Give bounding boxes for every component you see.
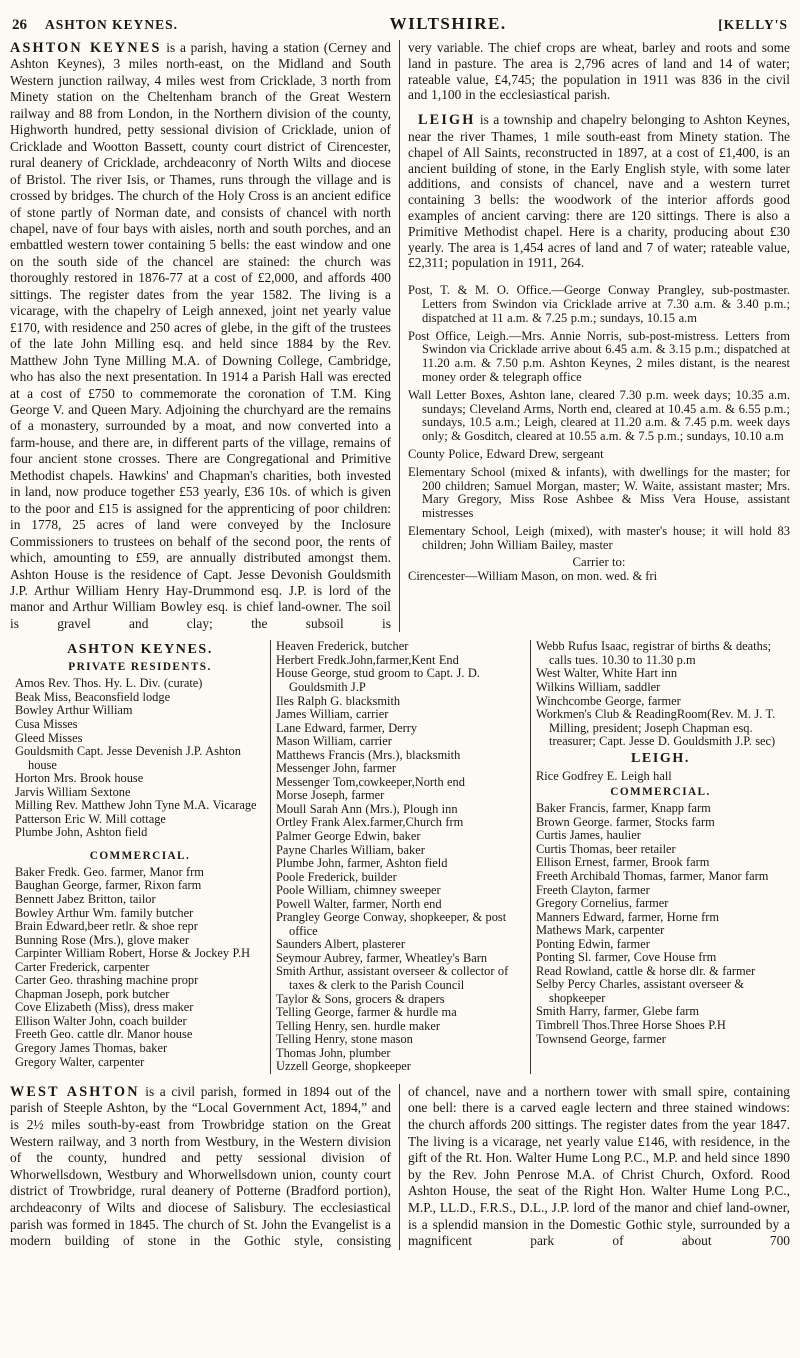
west-ashton-left-column xyxy=(10,1084,400,1250)
running-title-center: WILTSHIRE. xyxy=(389,14,507,33)
leigh-name-lead: LEIGH xyxy=(418,112,476,129)
leigh-text: is a township and chapelry belonging to Ashton Keynes, near the river Thames, 1 mile south-east from Minety station. The chapel of All Saints, reconstructed in 1897, at a cost of £1,400, is an ancient building of stone, in the Early English style, with some later additions, and consists of chancel, nave and a western turret containing 3 bells: the woodwork of the interior affords good examples of ancient carving: there are 120 sittings. There is also a Primitive Methodist chapel. Here is a charity, producing about £30 yearly. The area is 1,454 acres of land and 7 of water; rateable value, £2,311; population in 1911, 264. xyxy=(408,112,790,271)
directory-entry: Patterson Eric W. Mill cottage xyxy=(15,811,166,826)
directory-entry: Lane Edward, farmer, Derry xyxy=(276,720,418,735)
directory-entry: Carpinter William Robert, Horse & Jockey P.H xyxy=(15,946,251,961)
directory-entry: Baughan George, farmer, Rixon farm xyxy=(15,878,202,893)
directory-entry: Rice Godfrey E. Leigh hall xyxy=(536,768,672,783)
notice-entry: Post, T. & M. O. Office.—George Conway Prangley, sub-postmaster. Letters from Swindon via Cricklade arrive at 7.30 a.m. & 3.40 p.m.; dispatched at 11 a.m. & 7.25 p.m.; sundays, 10.15 a.m xyxy=(408,283,790,325)
notice-entry: Elementary School (mixed & infants), with dwellings for the master; for 200 children; Samuel Morgan, master; W. Waite, assistant master; Mrs. Mary Gregory, Miss Rose Ashbee & Miss Vera House, assistant mistresses xyxy=(408,464,790,521)
directory-entry: Workmen's Club & ReadingRoom(Rev. M. J. T. Milling, president; Joseph Chapman esq. treasurer; Capt. Jesse D. Gouldsmith J.P. sec) xyxy=(536,707,776,749)
directory-entry: Plumbe John, farmer, Ashton field xyxy=(276,856,448,871)
directory-entry: Townsend George, farmer xyxy=(536,1031,666,1046)
directory-entry: Carter Geo. thrashing machine propr xyxy=(15,973,199,988)
directory-entry: Beak Miss, Beaconsfield lodge xyxy=(15,689,171,704)
directory-entry: Bunning Rose (Mrs.), glove maker xyxy=(15,932,189,947)
directory-entry: Morse Joseph, farmer xyxy=(276,788,385,803)
directory-entry: Matthews Francis (Mrs.), blacksmith xyxy=(276,747,461,762)
directory-entry: Poole William, chimney sweeper xyxy=(276,883,441,898)
commercial-list-col1 xyxy=(15,866,265,1069)
directory-entry: Thomas John, plumber xyxy=(276,1045,391,1060)
directory-entry: Baker Fredk. Geo. farmer, Manor frm xyxy=(15,864,204,879)
directory-entry: Freeth Geo. cattle dlr. Manor house xyxy=(15,1027,193,1042)
directory-entry: Curtis James, haulier xyxy=(536,828,641,843)
directory-entry: Gouldsmith Capt. Jesse Devenish J.P. Ashton house xyxy=(15,744,241,772)
intro-right-column xyxy=(400,40,790,632)
directory-entry: Moull Sarah Ann (Mrs.), Plough inn xyxy=(276,801,458,816)
trade-directory-section xyxy=(10,640,790,1074)
directory-entry: Mason William, carrier xyxy=(276,734,392,749)
directory-entry: Messenger Tom,cowkeeper,North end xyxy=(276,774,465,789)
directory-entry: Telling Henry, stone mason xyxy=(276,1032,413,1047)
carrier-heading: Carrier to: xyxy=(572,554,626,569)
directory-entry: Wilkins William, saddler xyxy=(536,679,661,694)
ashton-keynes-continuation: very variable. The chief crops are wheat, barley and roots and some land in pasture. The area is 2,796 acres of land and 14 of water; rateable value, £4,745; the population in 1911 was 836 in the civil and 1,100 in the ecclesiastical parish. xyxy=(408,40,790,103)
directory-entry: Gregory Cornelius, farmer xyxy=(536,896,669,911)
running-title-left: ASHTON KEYNES. xyxy=(45,17,179,32)
notices-list xyxy=(408,284,790,552)
directory-entry: Herbert Fredk.John,farmer,Kent End xyxy=(276,652,459,667)
notice-entry: Elementary School, Leigh (mixed), with master's house; it will hold 83 children; John William Bailey, master xyxy=(408,523,790,552)
running-title-right: [KELLY'S xyxy=(718,17,788,32)
private-residents-list xyxy=(15,677,265,840)
directory-entry: Telling Henry, sen. hurdle maker xyxy=(276,1018,440,1033)
notice-entry: County Police, Edward Drew, sergeant xyxy=(408,446,604,461)
leigh-residents-list xyxy=(536,770,785,784)
west-ashton-section xyxy=(10,1084,790,1250)
directory-column-1 xyxy=(10,640,270,1074)
directory-entry: Telling George, farmer & hurdle ma xyxy=(276,1005,457,1020)
directory-entry: Selby Percy Charles, assistant overseer & shopkeeper xyxy=(536,977,744,1005)
directory-entry: Seymour Aubrey, farmer, Wheatley's Barn xyxy=(276,950,488,965)
directory-entry: Manners Edward, farmer, Horne frm xyxy=(536,909,720,924)
private-residents-heading: PRIVATE RESIDENTS. xyxy=(68,661,212,674)
page-number: 26 xyxy=(12,17,27,33)
intro-section xyxy=(10,40,790,632)
directory-column-2 xyxy=(270,640,530,1074)
notice-entry: Wall Letter Boxes, Ashton lane, cleared 7.30 p.m. week days; 10.35 a.m. sundays; Cleveland Arms, North end, cleared at 10.45 a.m. & 6.55 p.m.; sundays, 10.5 a.m.; Leigh, cleared at 11.20 a.m. & 7.45 p.m. week days only; & Gosditch, cleared at 10.55 a.m. & 7.5 p.m.; sundays, 10.10 a.m xyxy=(408,387,790,444)
directory-entry: Read Rowland, cattle & horse dlr. & farmer xyxy=(536,963,756,978)
directory-entry: Ellison Ernest, farmer, Brook farm xyxy=(536,855,710,870)
directory-entry: Jarvis William Sextone xyxy=(15,784,131,799)
directory-entry: Gregory Walter, carpenter xyxy=(15,1054,145,1069)
directory-entry: Taylor & Sons, grocers & drapers xyxy=(276,991,445,1006)
directory-entry: Plumbe John, Ashton field xyxy=(15,825,148,840)
directory-entry: Messenger John, farmer xyxy=(276,761,396,776)
directory-entry: Milling Rev. Matthew John Tyne M.A. Vicarage xyxy=(15,798,257,813)
directory-entry: Freeth Clayton, farmer xyxy=(536,882,650,897)
directory-entry: Bennett Jabez Britton, tailor xyxy=(15,891,156,906)
leigh-commercial-heading: COMMERCIAL. xyxy=(610,786,711,799)
ashton-keynes-paragraph xyxy=(10,40,391,632)
carrier-entry: Cirencester—William Mason, on mon. wed. & fri xyxy=(408,568,658,583)
west-ashton-name-lead: WEST ASHTON xyxy=(10,1083,140,1100)
directory-entry: Smith Arthur, assistant overseer & collector of taxes & clerk to the Parish Council xyxy=(276,964,509,992)
page-header xyxy=(10,6,790,40)
directory-entry: Saunders Albert, plasterer xyxy=(276,937,405,952)
directory-entry: Smith Harry, farmer, Glebe farm xyxy=(536,1004,699,1019)
leigh-commercial-list xyxy=(536,802,785,1046)
directory-entry: Mathews Mark, carpenter xyxy=(536,923,665,938)
notice-entry: Post Office, Leigh.—Mrs. Annie Norris, sub-post-mistress. Letters from Swindon via Cricklade arrive about 6.45 a.m. & 3.15 p.m.; dispatched at 11.20 a.m. & 7.50 p.m. Ashton Keynes, 2 miles distant, is the nearest money order & telegraph office xyxy=(408,328,790,384)
directory-title-leigh: LEIGH. xyxy=(630,750,690,766)
directory-entry: Powell Walter, farmer, North end xyxy=(276,896,442,911)
leigh-paragraph xyxy=(408,112,790,271)
directory-entry: Bowley Arthur Wm. family butcher xyxy=(15,905,194,920)
directory-entry: Ellison Walter John, coach builder xyxy=(15,1013,187,1028)
directory-entry: Heaven Frederick, butcher xyxy=(276,639,409,654)
directory-entry: Cusa Misses xyxy=(15,716,78,731)
directory-entry: Timbrell Thos.Three Horse Shoes P.H xyxy=(536,1017,726,1032)
parish-name-lead: ASHTON KEYNES xyxy=(10,40,162,56)
directory-entry: Amos Rev. Thos. Hy. L. Div. (curate) xyxy=(15,676,203,691)
commercial-list-col3 xyxy=(536,640,785,748)
directory-entry: Payne Charles William, baker xyxy=(276,842,425,857)
directory-entry: Brown George. farmer, Stocks farm xyxy=(536,814,715,829)
directory-entry: Ponting Edwin, farmer xyxy=(536,936,650,951)
running-header-left xyxy=(12,17,178,34)
directory-entry: Horton Mrs. Brook house xyxy=(15,771,144,786)
directory-entry: Cove Elizabeth (Miss), dress maker xyxy=(15,1000,194,1015)
directory-entry: West Walter, White Hart inn xyxy=(536,666,678,681)
ashton-keynes-text: is a parish, having a station (Cerney and Ashton Keynes), 3 miles north-east, on the Midland and South Western junction railway, 4 miles west from Cricklade, 3 north from Minety station on the Cheltenham branch of the Great Western railway and 88 from London, in the Northern division of the county, Highworth hundred, petty sessional division of Cricklade, union of Cricklade and Wootton Bassett, county court district of Cirencester, rural deanery of Cricklade, archdeaconry of North Wilts and diocese of Bristol. The river Isis, or Thames, runs through the village and is crossed by bridges. The church of the Holy Cross is an ancient edifice of stone partly of Norman date, and consists of chancel with north chapel, nave of four bays with aisles, north and south porches, and an embattled western tower containing 5 bells: the east window and one on the south side of the chancel are stained: the church was thoroughly restored in 1876-77 at a cost of £2,000, and affords 400 sittings. The register dates from the year 1582. The living is a vicarage, with the chapelry of Leigh annexed, joint net yearly value £170, with residence and 250 acres of glebe, in the gift of the trustees of the late John Milling esq. and held since 1884 by the Rev. Matthew John Tyne Milling M.A. of Downing College, Cambridge, who has also the next presentation. In 1914 a Parish Hall was erected at a cost of £750 to commemorate the coronation of T.M. King George V. and Queen Mary. Adjoining the churchyard are the remains of a monastery, surrounded by a moat, and now converted into a farm-house, and there are, in different parts of the village, remains of four ancient stone crosses. There are Congregational and Primitive Methodist chapels. Hawkins' and Chapman's charities, both invested in land, now produce together £53 yearly, £36 10s. of which is given to the poor and £15 is assigned for the apprenticing of poor children: in 1778, 25 acres of land were conveyed by the Inclosure Commissioners to trustees on behalf of the second poor, the rents of which, amounting to £59, are annually distributed amongst them. Ashton House is the residence of Capt. Jesse Devonish Gouldsmith J.P. Arthur William Henry Hay-Drummond esq. J.P. is lord of the manor and Arthur William Bowley esq. is chief land-owner. The soil is gravel and clay; the subsoil is xyxy=(10,40,391,631)
directory-entry: Iles Ralph G. blacksmith xyxy=(276,693,401,708)
directory-entry: Curtis Thomas, beer retailer xyxy=(536,841,676,856)
directory-entry: Ortley Frank Alex.farmer,Church frm xyxy=(276,815,464,830)
west-ashton-continuation: of chancel, nave and a northern tower with small spire, containing one bell: there is a carved eagle lectern and three stained windows: the church affords 200 sittings. The register dates from the year 1847. The living is a vicarage, net yearly value £146, with residence, in the gift of the Rt. Hon. Walter Hume Long P.C., M.P. and held since 1890 by the Rev. John Penrose M.A. of Christ Church, Oxford. Rood Ashton House, the seat of the Right Hon. Walter Hume Long P.C., M.P., LL.D., F.R.S., D.L., J.P. lord of the manor and chief land-owner, is a splendid mansion in the Domestic Gothic style, surrounded by a magnificent park of about 700 xyxy=(408,1083,790,1249)
directory-entry: Freeth Archibald Thomas, farmer, Manor farm xyxy=(536,868,769,883)
commercial-heading: COMMERCIAL. xyxy=(89,849,191,862)
west-ashton-right-column xyxy=(400,1084,790,1250)
directory-entry: Baker Francis, farmer, Knapp farm xyxy=(536,801,711,816)
directory-title-ashton-keynes: ASHTON KEYNES. xyxy=(67,642,213,658)
directory-entry: Gregory James Thomas, baker xyxy=(15,1040,168,1055)
intro-left-column xyxy=(10,40,400,632)
directory-column-3 xyxy=(530,640,790,1074)
directory-entry: Palmer George Edwin, baker xyxy=(276,828,421,843)
directory-entry: Poole Frederick, builder xyxy=(276,869,397,884)
directory-entry: Gleed Misses xyxy=(15,730,83,745)
west-ashton-text: is a civil parish, formed in 1894 out of the parish of Steeple Ashton, by the “Local Government Act, 1894,” and is 2½ miles south-by-east from Trowbridge station on the Great Western railway, and 3 north from Westbury, in the Western division of the county, hundred and petty sessional division of Whorwellsdown, Westbury and Whorwellsdown union, county court district of Trowbridge, rural deanery of Potterne (Bradford portion), archdeaconry of Wilts and diocese of Salisbury. The ecclesiastical parish was formed in 1845. The church of St. John the Evangelist is a modern building of stone in the Gothic style, consisting xyxy=(10,1083,391,1249)
west-ashton-paragraph xyxy=(10,1084,391,1250)
directory-entry: House George, stud groom to Capt. J. D. Gouldsmith J.P xyxy=(276,666,480,694)
directory-entry: James William, carrier xyxy=(276,707,389,722)
directory-entry: Winchcombe George, farmer xyxy=(536,693,681,708)
directory-entry: Uzzell George, shopkeeper xyxy=(276,1059,411,1074)
directory-entry: Carter Frederick, carpenter xyxy=(15,959,150,974)
directory-entry: Prangley George Conway, shopkeeper, & post office xyxy=(276,910,507,938)
directory-entry: Webb Rufus Isaac, registrar of births & deaths; calls tues. 10.30 to 11.30 p.m xyxy=(536,639,772,667)
directory-entry: Brain Edward,beer retlr. & shoe repr xyxy=(15,919,198,934)
directory-entry: Bowley Arthur William xyxy=(15,703,133,718)
commercial-list-col2 xyxy=(276,640,525,1074)
directory-entry: Ponting Sl. farmer, Cove House frm xyxy=(536,950,717,965)
directory-entry: Chapman Joseph, pork butcher xyxy=(15,986,170,1001)
